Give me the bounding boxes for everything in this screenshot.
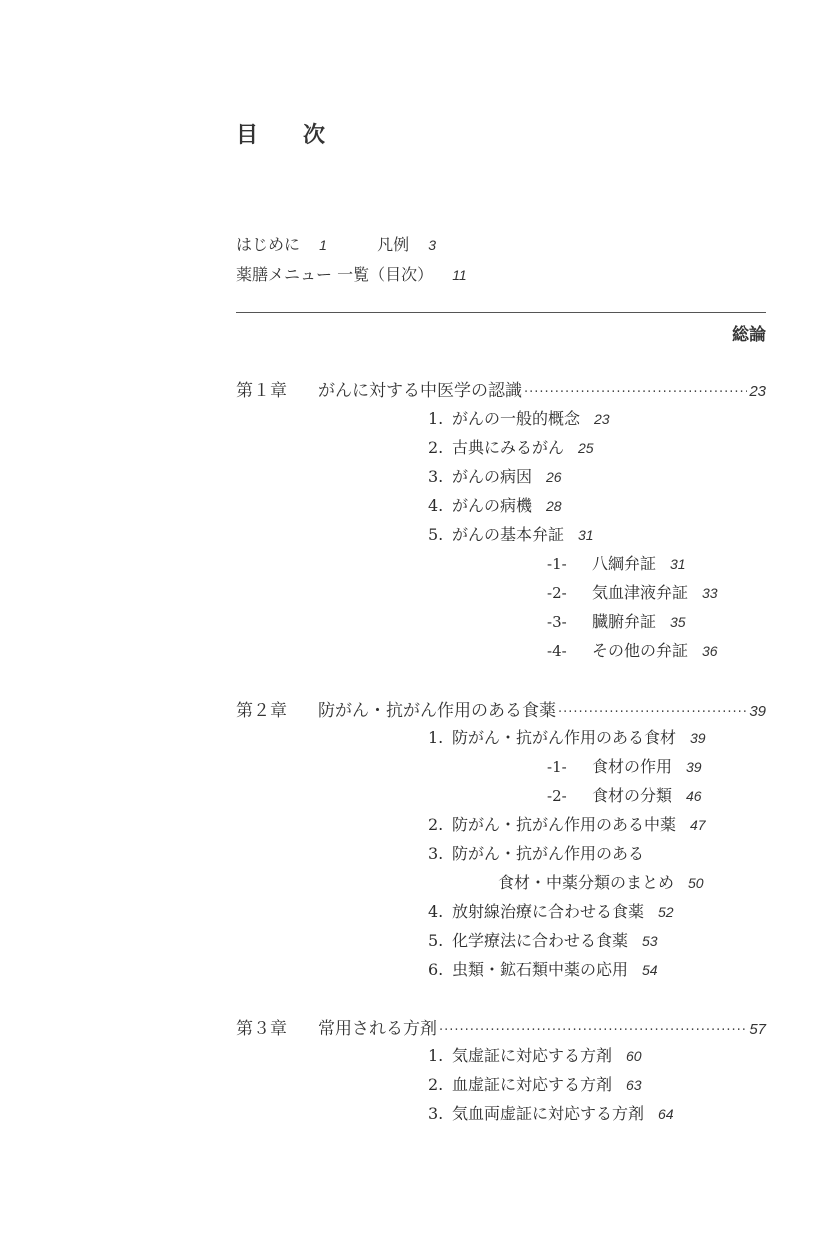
toc-section[interactable]: 4. がんの病機 28 [428,496,562,515]
section-divider [236,312,766,313]
chapter-title: がんに対する中医学の認識 [318,381,522,401]
title-char-2: 次 [303,123,326,148]
toc-section[interactable]: 3. 防がん・抗がん作用のある [428,844,645,863]
toc-link-hajimeni[interactable]: はじめに [236,235,301,254]
page-number: 11 [452,267,467,283]
toc-subsection[interactable]: -4- その他の弁証 36 [547,641,718,660]
chapter-title: 常用される方剤 [318,1019,437,1039]
toc-section[interactable]: 1. 防がん・抗がん作用のある食材 39 [428,728,706,747]
toc-link-hanrei[interactable]: 凡例 [377,235,410,254]
chapter-number: 第３章 [236,1019,287,1039]
chapter-3-heading[interactable] [236,1014,766,1039]
toc-link-menu-list[interactable]: 薬膳メニュー 一覧（目次） [236,265,434,284]
toc-subsection[interactable]: -1- 食材の作用 39 [547,757,702,776]
chapter-page: 57 [749,1021,766,1038]
toc-section[interactable]: 5. がんの基本弁証 31 [428,525,594,544]
toc-section[interactable]: 5. 化学療法に合わせる食薬 53 [428,931,658,950]
chapter-number: 第１章 [236,381,287,401]
chapter-2-heading[interactable] [236,696,766,721]
page-title [236,118,326,149]
chapter-1-heading[interactable] [236,376,766,401]
page-number: 1 [319,237,327,253]
toc-section[interactable]: 1. がんの一般的概念 23 [428,409,610,428]
chapter-page: 39 [749,703,766,720]
chapter-page: 23 [749,383,766,400]
toc-section[interactable]: 2. 血虚証に対応する方剤 63 [428,1075,642,1094]
toc-section[interactable]: 2. 古典にみるがん 25 [428,438,594,457]
toc-section[interactable]: 4. 放射線治療に合わせる食薬 52 [428,902,674,921]
toc-section[interactable]: 3. 気血両虚証に対応する方剤 64 [428,1104,674,1123]
page-number: 3 [428,237,436,253]
front-matter-line-2 [236,262,467,285]
toc-section[interactable]: 3. がんの病因 26 [428,467,562,486]
leader-dots [524,385,747,400]
toc-subsection[interactable]: -3- 臓腑弁証 35 [547,612,686,631]
toc-subsection[interactable]: -1- 八綱弁証 31 [547,554,686,573]
toc-subsection[interactable]: -2- 食材の分類 46 [547,786,702,805]
toc-section[interactable]: 6. 虫類・鉱石類中薬の応用 54 [428,960,658,979]
chapter-title: 防がん・抗がん作用のある食薬 [318,701,556,721]
chapter-number: 第２章 [236,701,287,721]
toc-section[interactable]: 1. 気虚証に対応する方剤 60 [428,1046,642,1065]
front-matter-line-1 [236,232,436,255]
part-label: 総論 [732,325,766,345]
toc-subsection[interactable]: -2- 気血津液弁証 33 [547,583,718,602]
title-char-1: 目 [236,123,259,148]
toc-section[interactable]: 2. 防がん・抗がん作用のある中薬 47 [428,815,706,834]
leader-dots [558,705,747,720]
toc-section-continuation[interactable]: 食材・中薬分類のまとめ 50 [498,873,704,892]
leader-dots [439,1023,747,1038]
